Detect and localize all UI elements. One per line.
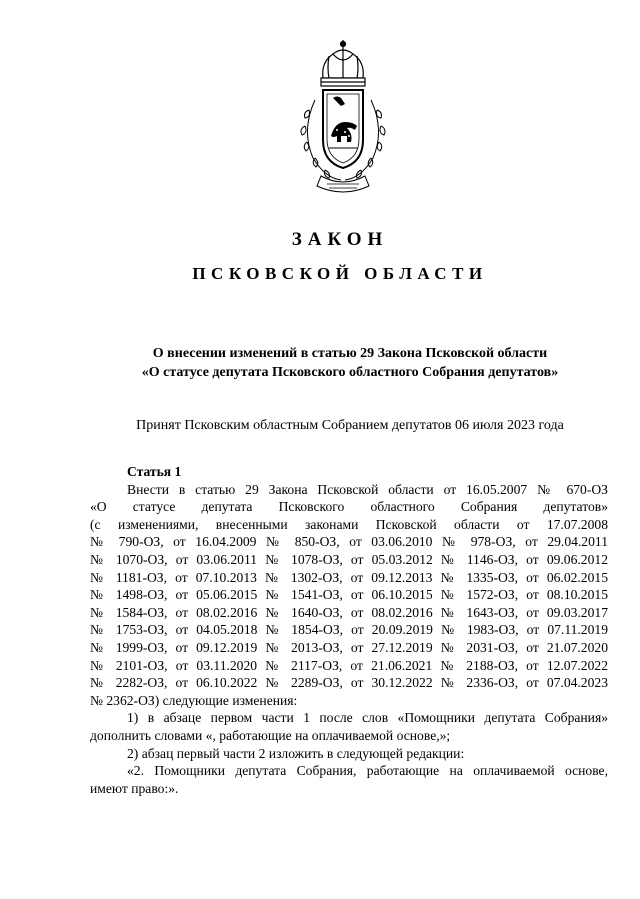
paragraph-line: № 1753-ОЗ, от 04.05.2018 № 1854-ОЗ, от 20.09.2019 № 1983-ОЗ, от 07.11.2019 bbox=[90, 622, 608, 638]
shield-icon bbox=[323, 90, 363, 168]
coat-of-arms-emblem bbox=[293, 40, 393, 200]
document-title: ЗАКОН bbox=[291, 229, 389, 250]
paragraph-line: № 1999-ОЗ, от 09.12.2019 № 2013-ОЗ, от 27.12.2019 № 2031-ОЗ, от 21.07.2020 bbox=[90, 639, 608, 655]
paragraph-line: № 1181-ОЗ, от 07.10.2013 № 1302-ОЗ, от 09.12.2013 № 1335-ОЗ, от 06.02.2015 bbox=[90, 569, 608, 585]
paragraph-line: (с изменениями, внесенными законами Псковской области от 17.07.2008 bbox=[90, 516, 608, 532]
crown-icon bbox=[321, 40, 365, 86]
quote-line: «2. Помощники депутата Собрания, работающие на оплачиваемой основе, bbox=[127, 763, 608, 779]
list-item-line: 1) в абзаце первом части 1 после слов «Помощники депутата Собрания» bbox=[127, 710, 608, 726]
paragraph-line: Внести в статью 29 Закона Псковской области от 16.05.2007 № 670-ОЗ bbox=[127, 481, 608, 497]
paragraph-line: № 2282-ОЗ, от 06.10.2022 № 2289-ОЗ, от 30.12.2022 № 2336-ОЗ, от 07.04.2023 bbox=[90, 675, 608, 691]
list-item-line: дополнить словами «, работающие на оплачиваемой основе,»; bbox=[90, 727, 451, 743]
paragraph-line: № 1584-ОЗ, от 08.02.2016 № 1640-ОЗ, от 08.02.2016 № 1643-ОЗ, от 09.03.2017 bbox=[90, 604, 608, 620]
paragraph-line: № 2101-ОЗ, от 03.11.2020 № 2117-ОЗ, от 21.06.2021 № 2188-ОЗ, от 12.07.2022 bbox=[90, 657, 608, 673]
adoption-note: Принят Псковским областным Собранием депутатов 06 июля 2023 года bbox=[136, 418, 564, 433]
paragraph-line: № 2362-ОЗ) следующие изменения: bbox=[90, 692, 298, 708]
document-subtitle: ПСКОВСКОЙ ОБЛАСТИ bbox=[192, 264, 488, 283]
paragraph-line: № 790-ОЗ, от 16.04.2009 № 850-ОЗ, от 03.06.2010 № 978-ОЗ, от 29.04.2011 bbox=[90, 534, 608, 550]
paragraph-line: № 1070-ОЗ, от 03.06.2011 № 1078-ОЗ, от 05.03.2012 № 1146-ОЗ, от 09.06.2012 bbox=[90, 551, 608, 567]
list-item-line: 2) абзац первый части 2 изложить в следующей редакции: bbox=[127, 745, 465, 761]
quote-line: имеют право:». bbox=[90, 780, 179, 796]
article-body bbox=[90, 463, 608, 797]
law-heading bbox=[0, 344, 640, 382]
paragraph-line: «О статусе депутата Псковского областного Собрания депутатов» bbox=[90, 499, 608, 515]
paragraph-line: № 1498-ОЗ, от 05.06.2015 № 1541-ОЗ, от 06.10.2015 № 1572-ОЗ, от 08.10.2015 bbox=[90, 587, 608, 603]
law-heading-line: «О статусе депутата Псковского областного Собрания депутатов» bbox=[141, 365, 559, 380]
article-label: Статья 1 bbox=[127, 464, 182, 479]
law-heading-line: О внесении изменений в статью 29 Закона Псковской области bbox=[152, 346, 548, 361]
ribbon-icon bbox=[317, 176, 369, 192]
